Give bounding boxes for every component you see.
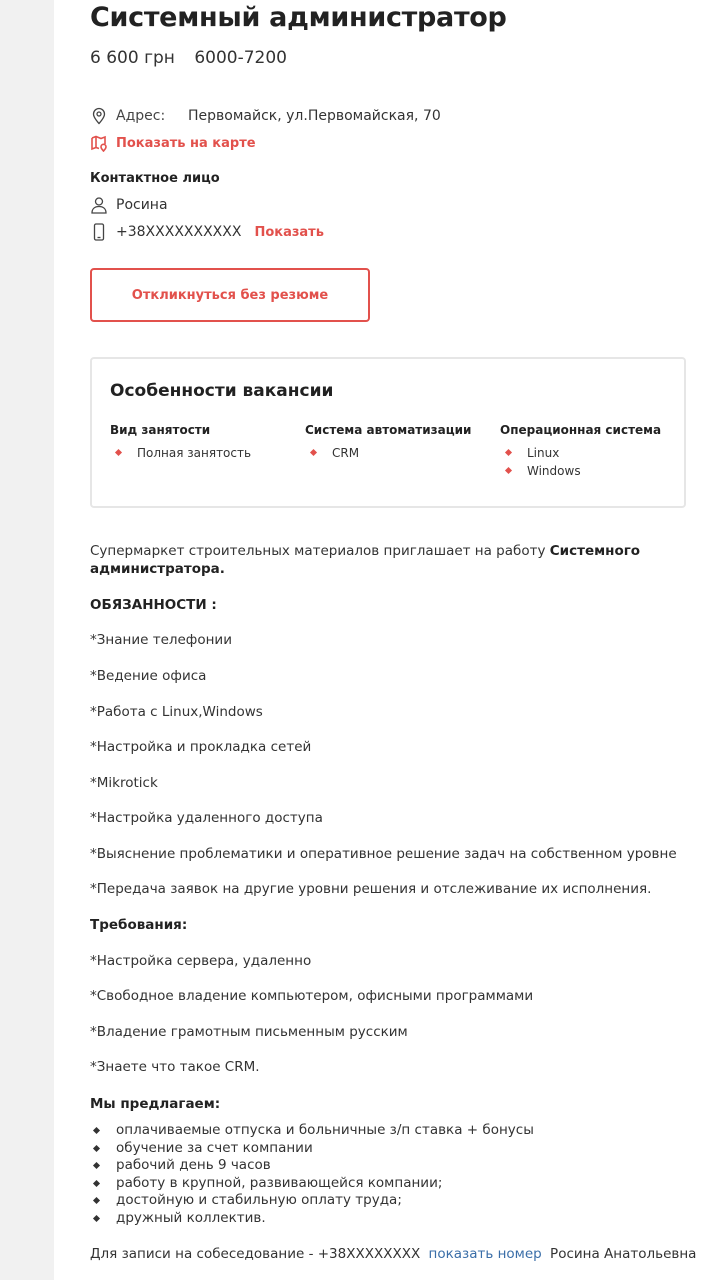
footer-text: Для записи на собеседование - +38XXXXXXXX	[90, 1246, 421, 1262]
feature-heading: Система автоматизации	[305, 423, 472, 437]
vacancy-page	[54, 0, 712, 1280]
address-value: Первомайск, ул.Первомайская, 70	[188, 108, 441, 124]
feature-item: CRM	[305, 444, 471, 462]
duty-item: *Передача заявок на другие уровни решения и отслеживание их исполнения.	[90, 881, 652, 897]
duty-item: *Настройка удаленного доступа	[90, 810, 323, 826]
respond-without-resume-button[interactable]: Откликнуться без резюме	[90, 268, 370, 322]
show-on-map-label: Показать на карте	[116, 135, 256, 151]
duty-item: *Ведение офиса	[90, 668, 207, 684]
salary-value: 6 600 грн	[90, 48, 175, 68]
page-title: Системный администратор	[90, 2, 507, 33]
contact-name-row	[90, 196, 168, 214]
intro-bold-1: Системного	[549, 543, 641, 559]
salary-range: 6000-7200	[194, 48, 287, 68]
intro-text: Супермаркет строительных материалов приглашает на работу	[90, 543, 550, 559]
offer-item: дружный коллектив.	[90, 1210, 534, 1228]
feature-item: Полная занятость	[110, 444, 251, 462]
phone-icon	[90, 223, 108, 241]
features-title: Особенности вакансии	[110, 381, 334, 401]
location-pin-icon	[90, 107, 108, 125]
feature-automation-system	[305, 423, 471, 462]
feature-item: Windows	[500, 462, 661, 480]
contact-heading: Контактное лицо	[90, 171, 220, 186]
requirements-heading: Требования:	[90, 917, 188, 933]
intro-bold-2: администратора.	[90, 561, 225, 577]
duty-item: *Выяснение проблематики и оперативное решение задач на собственном уровне	[90, 846, 677, 862]
vacancy-features-card	[90, 357, 686, 508]
requirement-item: *Настройка сервера, удаленно	[90, 953, 312, 969]
feature-operating-system	[500, 423, 661, 480]
show-phone-link[interactable]: Показать	[254, 224, 324, 240]
contact-phone-row	[90, 223, 324, 241]
person-icon	[90, 196, 108, 214]
offer-item: обучение за счет компании	[90, 1140, 534, 1158]
requirement-item: *Свободное владение компьютером, офисными программами	[90, 988, 534, 1004]
feature-employment-type	[110, 423, 251, 462]
address-row	[90, 107, 441, 125]
offer-heading: Мы предлагаем:	[90, 1096, 221, 1112]
address-label: Адрес:	[116, 108, 166, 124]
show-number-link[interactable]: показать номер	[428, 1246, 542, 1262]
show-on-map-link[interactable]	[90, 134, 256, 152]
footer-contact-name: Росина Анатольевна	[550, 1246, 697, 1262]
offer-item: оплачиваемые отпуска и больничные з/п ставка + бонусы	[90, 1122, 534, 1140]
duties-heading: ОБЯЗАННОСТИ :	[90, 597, 217, 613]
requirement-item: *Владение грамотным письменным русским	[90, 1024, 408, 1040]
duty-item: *Знание телефонии	[90, 632, 232, 648]
feature-item: Linux	[500, 444, 661, 462]
requirement-item: *Знаете что такое CRM.	[90, 1059, 260, 1075]
offer-list	[90, 1122, 534, 1228]
duty-item: *Работа с Linux,Windows	[90, 704, 263, 720]
offer-item: достойную и стабильную оплату труда;	[90, 1192, 534, 1210]
duty-item: *Настройка и прокладка сетей	[90, 739, 312, 755]
contact-name: Росина	[116, 197, 168, 213]
map-icon	[90, 134, 108, 152]
contact-phone: +38XXXXXXXXXX	[116, 224, 242, 240]
offer-item: работу в крупной, развивающейся компании;	[90, 1175, 534, 1193]
footer-line	[90, 1246, 696, 1262]
salary-info	[90, 48, 287, 68]
offer-item: рабочий день 9 часов	[90, 1157, 534, 1175]
intro-line-1	[90, 543, 640, 559]
feature-heading: Вид занятости	[110, 423, 211, 437]
duty-item: *Mikrotick	[90, 775, 158, 791]
feature-heading: Операционная система	[500, 423, 662, 437]
intro-line-2	[90, 561, 225, 577]
